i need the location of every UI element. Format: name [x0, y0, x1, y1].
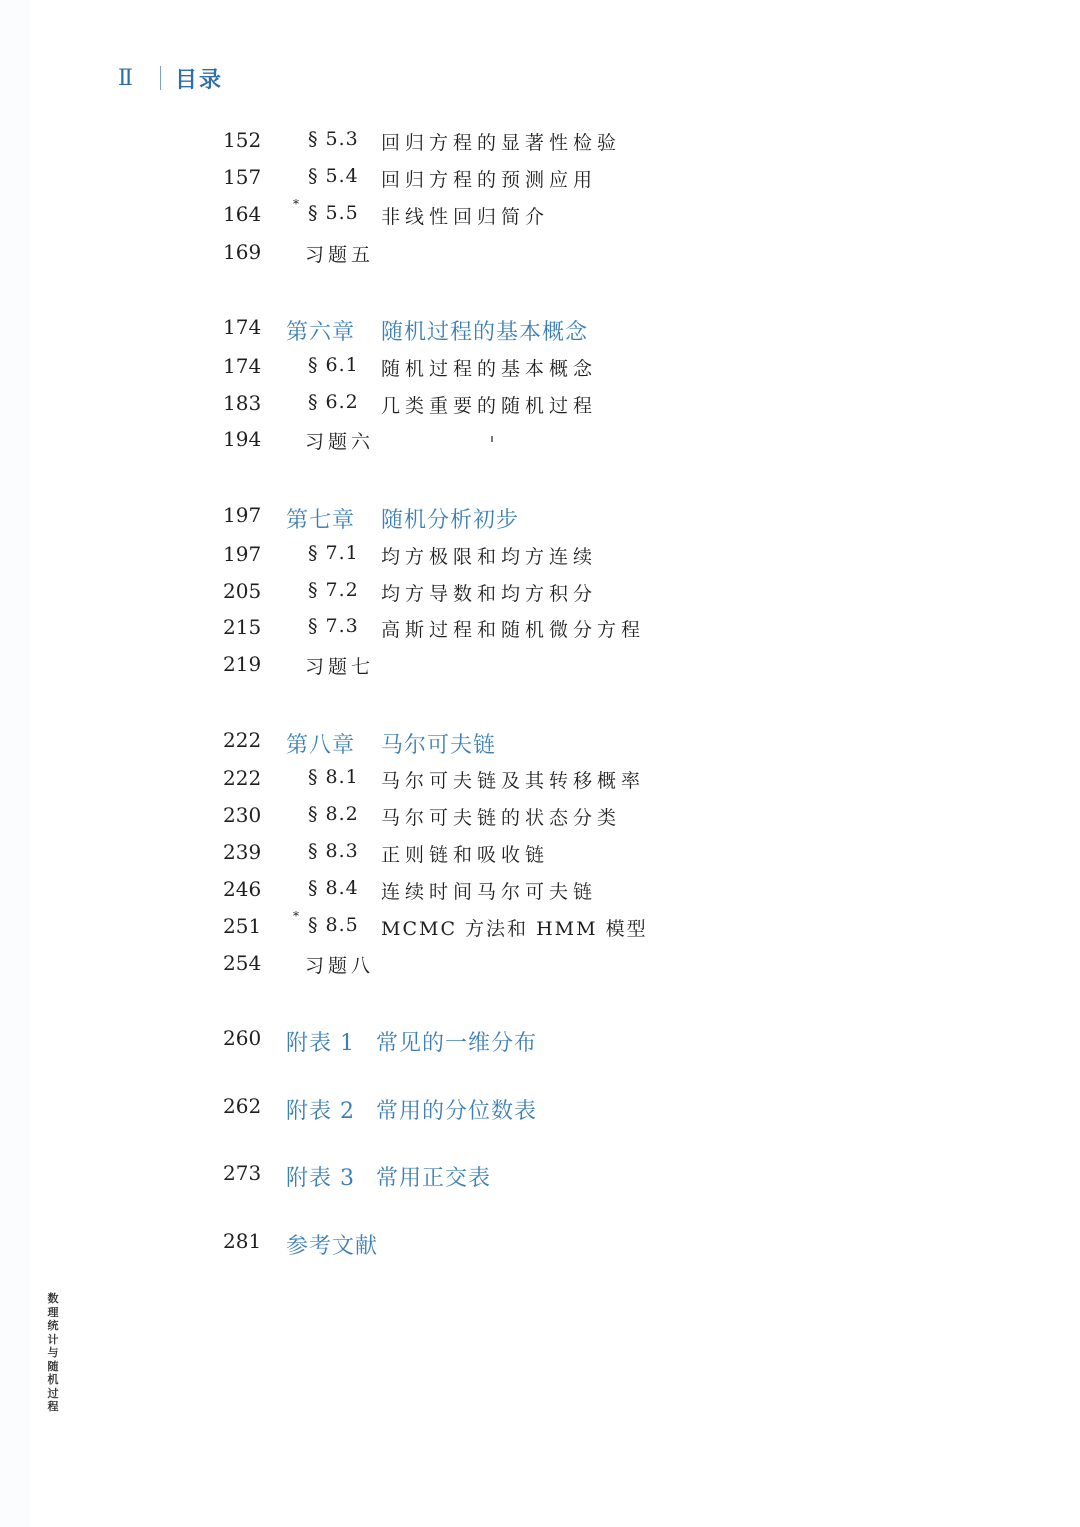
section-title: 正则链和吸收链: [381, 844, 550, 866]
page-number: 239: [223, 840, 262, 864]
chapter-label: 第七章: [286, 508, 356, 533]
page-number: 174: [223, 354, 262, 378]
section-number: § 5.4: [308, 165, 359, 187]
exercise-title: 习题五: [305, 244, 375, 266]
page-number: 222: [223, 728, 262, 752]
page-number: 281: [223, 1229, 262, 1253]
page-number: 246: [223, 877, 262, 901]
section-number: § 8.5: [308, 914, 359, 936]
page-number: 222: [223, 766, 262, 790]
exercise-title: 习题六: [305, 431, 375, 453]
print-speck: [491, 436, 493, 442]
section-number: § 7.3: [308, 615, 359, 637]
page-number: 183: [223, 391, 262, 415]
appendix-title: 常见的一维分布: [376, 1031, 538, 1056]
section-number: § 6.2: [308, 391, 359, 413]
page-number: 219: [223, 652, 262, 676]
page-header: [118, 62, 223, 94]
section-number: § 7.2: [308, 579, 359, 601]
page-number: 262: [223, 1094, 262, 1118]
spine-book-title: 数理统计与随机过程: [47, 1292, 59, 1413]
header-divider: [160, 66, 161, 90]
chapter-label: 第六章: [286, 320, 356, 345]
appendix-title: 常用的分位数表: [376, 1099, 538, 1124]
appendix-title: 常用正交表: [376, 1166, 492, 1191]
section-title: 回归方程的显著性检验: [381, 132, 622, 154]
appendix-label: 附表 2: [286, 1099, 355, 1124]
chapter-label: 第八章: [286, 733, 356, 758]
chapter-title: 随机过程的基本概念: [381, 320, 589, 345]
section-title: MCMC 方法和 HMM 模型: [381, 918, 648, 940]
section-title: 均方极限和均方连续: [381, 546, 598, 568]
section-number: § 8.2: [308, 803, 359, 825]
section-number: § 7.1: [308, 542, 359, 564]
section-number: § 8.3: [308, 840, 359, 862]
section-title: 非线性回归简介: [381, 206, 550, 228]
page-number: 251: [223, 914, 262, 938]
page-number: 174: [223, 315, 262, 339]
page-numeral: Ⅱ: [118, 65, 133, 91]
section-title: 均方导数和均方积分: [381, 583, 598, 605]
section-title: 马尔可夫链及其转移概率: [381, 770, 646, 792]
page-number: 230: [223, 803, 262, 827]
section-number: § 5.5: [308, 202, 359, 224]
page-number: 254: [223, 951, 262, 975]
page-number: 197: [223, 542, 262, 566]
section-title: 回归方程的预测应用: [381, 169, 598, 191]
section-number: § 8.1: [308, 766, 359, 788]
exercise-title: 习题八: [305, 955, 375, 977]
section-number: § 5.3: [308, 128, 359, 150]
exercise-title: 习题七: [305, 656, 375, 678]
chapter-title: 马尔可夫链: [381, 733, 497, 758]
page-number: 164: [223, 202, 262, 226]
section-title: 连续时间马尔可夫链: [381, 881, 598, 903]
section-title: 马尔可夫链的状态分类: [381, 807, 622, 829]
optional-marker: *: [293, 197, 299, 211]
section-number: § 8.4: [308, 877, 359, 899]
page-number: 152: [223, 128, 262, 152]
section-title: 随机过程的基本概念: [381, 358, 598, 380]
page-edge-shade: [0, 0, 30, 1527]
appendix-label: 附表 1: [286, 1031, 355, 1056]
chapter-title: 随机分析初步: [381, 508, 520, 533]
page-number: 215: [223, 615, 262, 639]
page-number: 169: [223, 240, 262, 264]
page-number: 273: [223, 1161, 262, 1185]
page-number: 197: [223, 503, 262, 527]
references-title: 参考文献: [286, 1234, 379, 1259]
page-number: 205: [223, 579, 262, 603]
page-number: 194: [223, 427, 262, 451]
section-number: § 6.1: [308, 354, 359, 376]
section-title: 几类重要的随机过程: [381, 395, 598, 417]
section-title: 高斯过程和随机微分方程: [381, 619, 646, 641]
optional-marker: *: [293, 909, 299, 923]
appendix-label: 附表 3: [286, 1166, 355, 1191]
page-number: 260: [223, 1026, 262, 1050]
page-number: 157: [223, 165, 262, 189]
page-title: 目录: [175, 67, 224, 93]
